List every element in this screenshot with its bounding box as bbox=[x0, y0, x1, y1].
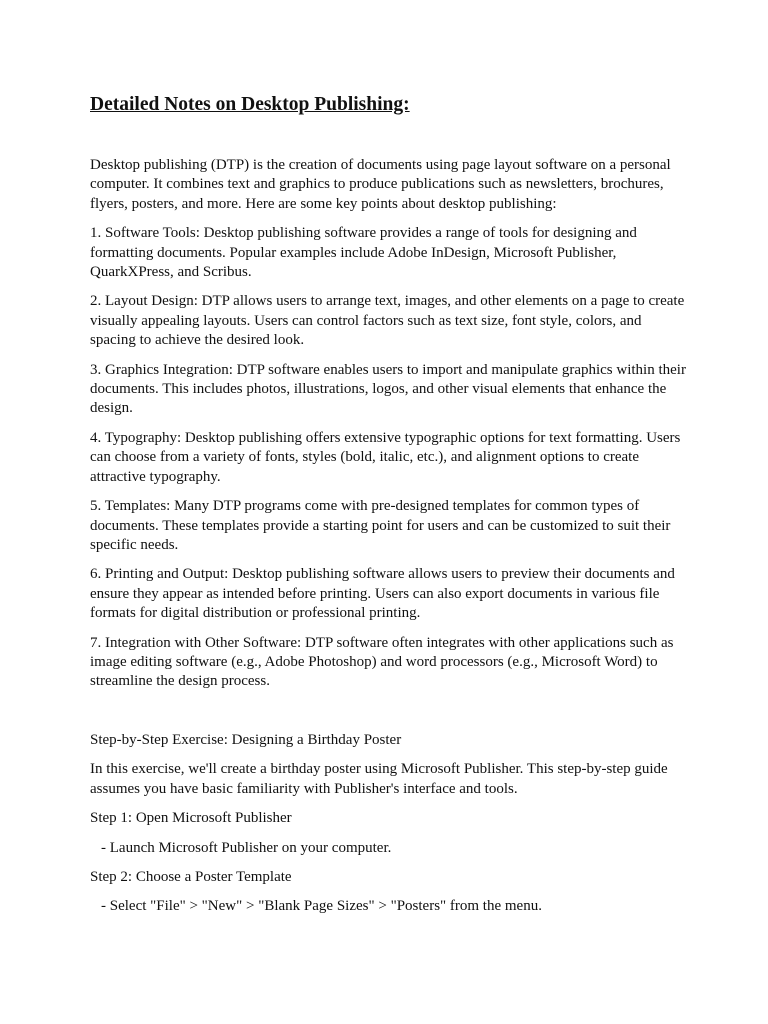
step-1-detail: - Launch Microsoft Publisher on your computer. bbox=[101, 839, 392, 856]
intro-paragraph: Desktop publishing (DTP) is the creation of documents using page layout software on a personal computer. It combines text and graphics to produce publications such as newsletters, brochures, flyers, posters, and more. Here are some key points about desktop publishing: bbox=[90, 157, 671, 212]
exercise-heading: Step-by-Step Exercise: Designing a Birthday Poster bbox=[90, 732, 402, 748]
point-integration: 7. Integration with Other Software: DTP software often integrates with other applications such as image editing software (e.g., Adobe Photoshop) and word processors (e.g., Microsoft Word) to streamline the design process. bbox=[90, 634, 674, 690]
document-title: Detailed Notes on Desktop Publishing: bbox=[90, 94, 410, 115]
point-templates: 5. Templates: Many DTP programs come with pre-designed templates for common types of documents. These templates provide a starting point for users and can be customized to suit their specific needs. bbox=[90, 498, 671, 553]
point-typography: 4. Typography: Desktop publishing offers extensive typographic options for text formatting. Users can choose from a variety of fonts, styles (bold, italic, etc.), and alignment options to create attractive typography. bbox=[90, 429, 681, 485]
exercise-section bbox=[90, 731, 690, 927]
step-2-detail: - Select "File" > "New" > "Blank Page Sizes" > "Posters" from the menu. bbox=[101, 898, 542, 915]
point-layout-design: 2. Layout Design: DTP allows users to arrange text, images, and other elements on a page to create visually appealing layouts. Users can control factors such as text size, font style, colors, and spacing to achieve the desired look. bbox=[90, 293, 685, 349]
point-graphics-integration: 3. Graphics Integration: DTP software enables users to import and manipulate graphics within their documents. This includes photos, illustrations, logos, and other visual elements that enhance the design. bbox=[90, 361, 686, 417]
exercise-intro: In this exercise, we'll create a birthday poster using Microsoft Publisher. This step-by-step guide assumes you have basic familiarity with Publisher's interface and tools. bbox=[90, 761, 668, 797]
point-printing-output: 6. Printing and Output: Desktop publishing software allows users to preview their documents and ensure they appear as intended before printing. Users can also export documents in various file formats for digital distribution or professional printing. bbox=[90, 566, 675, 622]
point-software-tools: 1. Software Tools: Desktop publishing software provides a range of tools for designing and formatting documents. Popular examples include Adobe InDesign, Microsoft Publisher, QuarkXPress, and Scribus. bbox=[90, 225, 637, 281]
step-2-heading: Step 2: Choose a Poster Template bbox=[90, 869, 292, 886]
step-1-heading: Step 1: Open Microsoft Publisher bbox=[90, 810, 292, 827]
notes-section bbox=[90, 156, 690, 702]
